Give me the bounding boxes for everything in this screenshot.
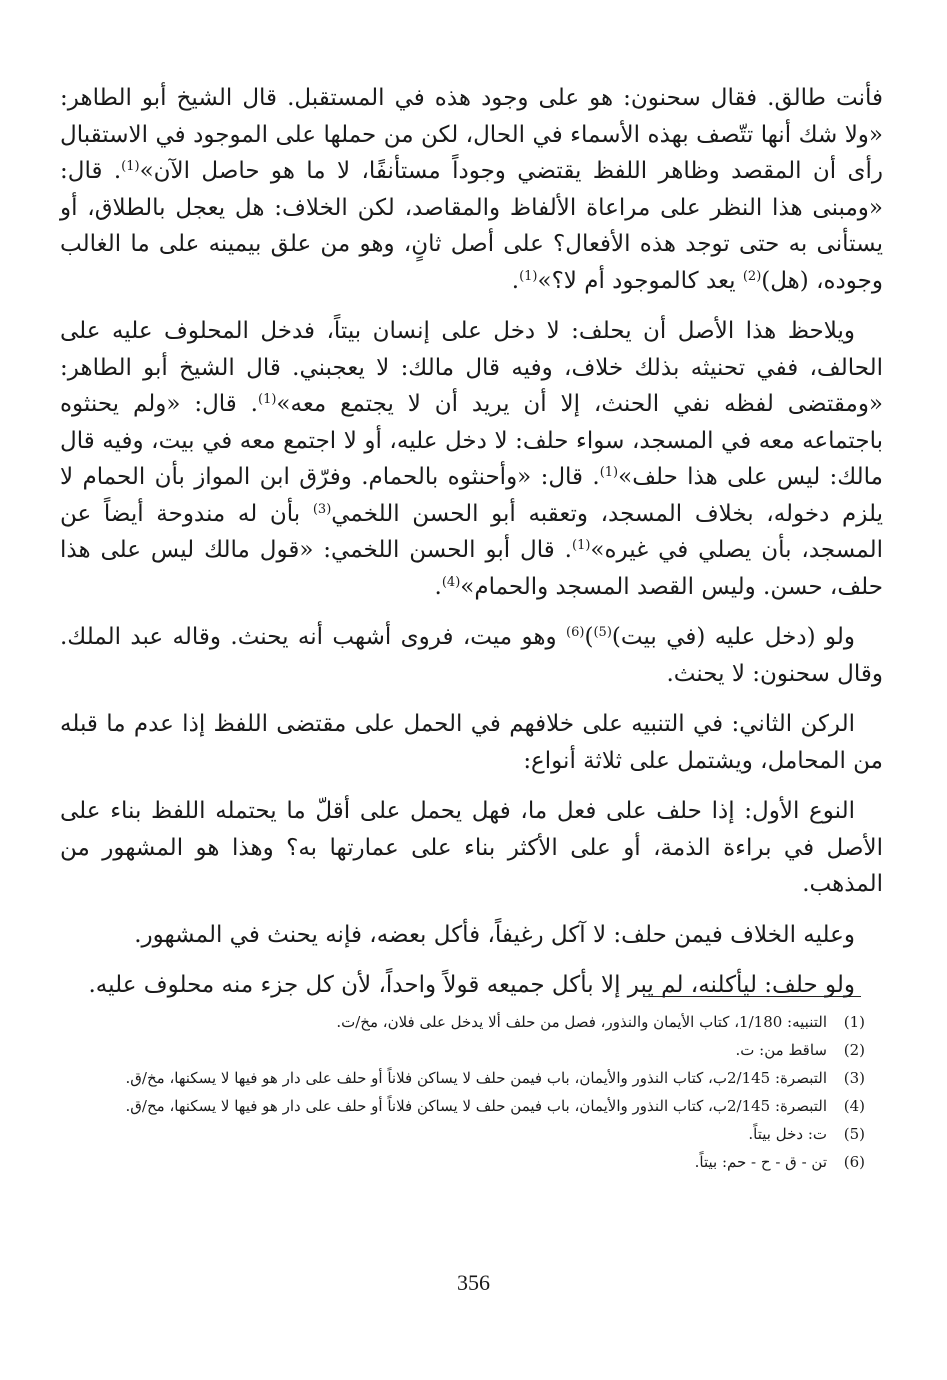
footnote-number: (2)	[843, 1041, 865, 1059]
text-run: .	[434, 573, 442, 600]
text-run: . قال: «ومبنى هذا النظر على مراعاة الألفاظ والمقاصد، لكن الخلاف: هل يعجل بالطلاق، أو يستأنى به حتى توجد هذه الأفعال؟ على أصل ثانٍ، وهو من علق بيمينه على ما الغالب وجوده، (هل)	[60, 158, 883, 294]
footnote-separator	[643, 996, 861, 997]
text-run: ويلاحظ هذا الأصل أن يحلف: لا دخل على إنسان بيتاً، فدخل المحلوف عليه على الحالف، ففي تحنيثه بذلك خلاف، وفيه قال مالك: لا يعجبني. قال الشيخ أبو الطاهر: «ومقتضى لفظه نفي الحنث، إلا أن يريد أن لا يجتمع معه»	[60, 318, 883, 417]
footnote-number: (1)	[843, 1013, 865, 1031]
paragraph	[60, 619, 883, 692]
footnote-marker: (1)	[121, 159, 140, 174]
footnote-number: (3)	[843, 1069, 865, 1087]
footnote	[70, 1122, 865, 1147]
footnote-text: التبصرة: 2/145ب، كتاب النذور والأيمان، باب فيمن حلف لا يساكن فلاناً أو حلف على دار هو فيها لا يسكنها، مح/ق.	[125, 1097, 827, 1115]
footnote	[70, 1150, 865, 1175]
footnote-number: (5)	[843, 1125, 865, 1143]
footnote-marker: (3)	[312, 501, 332, 517]
text-run: بأن له مندوحة أيضاً عن المسجد، بأن يصلي في غيره»	[60, 500, 883, 563]
text-run: ولو (دخل عليه (في بيت)	[611, 624, 855, 650]
footnote-marker: (4)	[441, 574, 461, 590]
main-text	[60, 80, 883, 1018]
text-run: ولو حلف: ليأكلنه، لم يبر إلا بأكل جميعه قولاً واحداً، لأن كل جزء منه محلوف عليه.	[88, 972, 855, 998]
text-run: .	[511, 267, 520, 294]
text-run: النوع الأول: إذا حلف على فعل ما، فهل يحمل على أقلّ ما يحتمله اللفظ بناء على الأصل في براءة الذمة، أو على الأكثر بناء على عمارتها به؟ وهذا هو المشهور من المذهب.	[60, 798, 883, 897]
footnote-text: التنبيه: 1/180، كتاب الأيمان والنذور، فصل من حلف ألا يدخل على فلان، مخ/ت.	[336, 1013, 827, 1031]
footnote	[70, 1094, 865, 1119]
footnotes	[70, 1010, 865, 1178]
text-run: . قال: «وأحنثوه بالحمام. وفرّق ابن المواز بأن الحمام لا يلزم دخوله، بخلاف المسجد، وتعقبه أبو الحسن اللخمي	[60, 464, 883, 527]
footnote-marker: (2)	[742, 268, 762, 284]
paragraph	[60, 313, 883, 605]
paragraph	[60, 706, 883, 779]
text-run: . قال أبو الحسن اللخمي: «قول مالك ليس على هذا حلف، حسن. وليس القصد المسجد والحمام»	[60, 537, 883, 600]
paragraph	[60, 793, 883, 903]
paragraph	[60, 917, 883, 954]
footnote-number: (6)	[843, 1153, 865, 1171]
footnote-text: تن - ق - ح - حم: بيتاً.	[694, 1153, 827, 1171]
footnote-marker: (6)	[566, 625, 585, 640]
footnote-marker: (1)	[257, 392, 277, 407]
paragraph	[60, 80, 883, 299]
footnote-text: التبصرة: 2/145ب، كتاب النذور والأيمان، باب فيمن حلف لا يساكن فلاناً أو حلف على دار هو فيها لا يسكنها، مخ/ق.	[125, 1069, 827, 1087]
text-run: الركن الثاني: في التنبيه على خلافهم في الحمل على مقتضى اللفظ إذا عدم ما قبله من المحامل، ويشتمل على ثلاثة أنواع:	[60, 711, 883, 774]
text-run: . قال: «ولم يحنثوه باجتماعه معه في المسجد، سواء حلف: لا دخل عليه، أو لا اجتمع معه في بيت، وفيه قال مالك: ليس على هذا حلف»	[60, 391, 883, 490]
footnote-text: ت: دخل بيتاً.	[748, 1125, 827, 1143]
page-number: 356	[457, 1270, 490, 1295]
footnote-marker: (5)	[593, 625, 612, 640]
footnote-marker: (1)	[519, 268, 538, 284]
footnote	[70, 1038, 865, 1063]
footnote	[70, 1010, 865, 1035]
footnote-marker: (1)	[571, 538, 591, 553]
text-run: فأنت طالق. فقال سحنون: هو على وجود هذه في المستقبل. قال الشيخ أبو الطاهر: «ولا شك أنها تتّصف بهذه الأسماء في الحال، لكن من حملها على الموجود في الاستقبال رأى أن المقصد وظاهر اللفظ يقتضي وجوداً مستأنفًا، لا ما هو حاصل الآن»	[60, 85, 883, 184]
footnote-marker: (1)	[599, 465, 619, 480]
footnote-text: ساقط من: ت.	[735, 1041, 827, 1059]
text-run: وعليه الخلاف فيمن حلف: لا آكل رغيفاً، فأكل بعضه، فإنه يحنث في المشهور.	[134, 921, 855, 948]
paragraph	[60, 967, 883, 1004]
footnote	[70, 1066, 865, 1091]
text-run: )	[584, 624, 594, 650]
footnote-number: (4)	[843, 1097, 865, 1115]
text-run: وهو ميت، فروى أشهب أنه يحنث. وقاله عبد الملك. وقال سحنون: لا يحنث.	[60, 624, 883, 687]
text-run: يعد كالموجود أم لا؟»	[537, 267, 743, 294]
